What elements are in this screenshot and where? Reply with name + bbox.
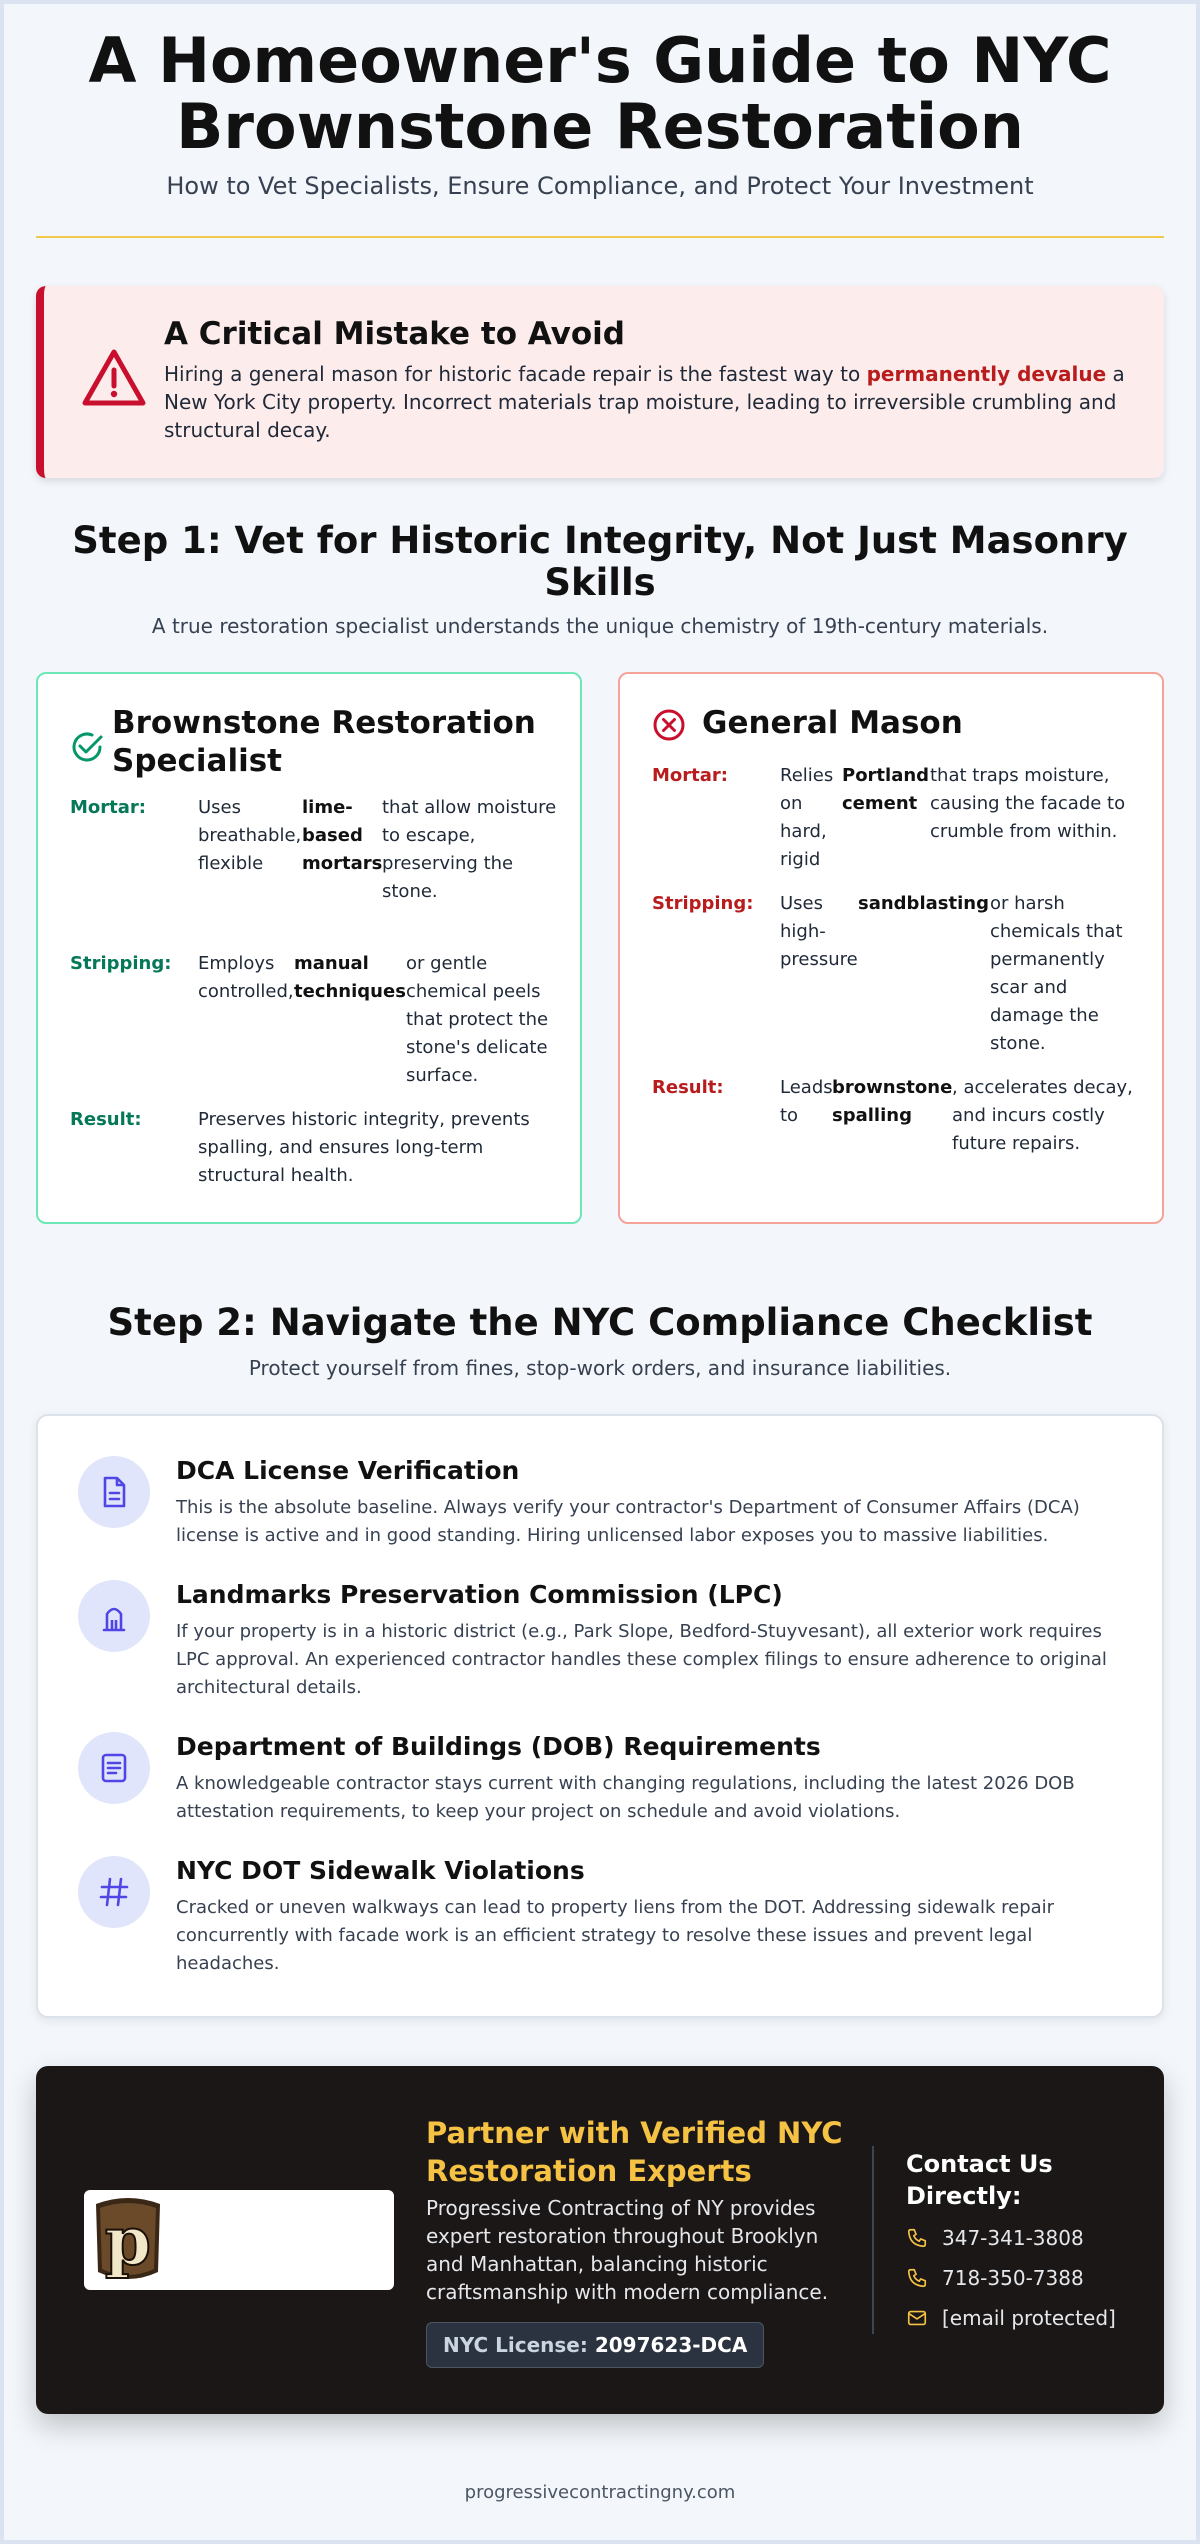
step1-subtitle: A true restoration specialist understands the unique chemistry of 19th-century materials. bbox=[151, 614, 1049, 638]
step2-subtitle: Protect yourself from fines, stop-work orders, and insurance liabilities. bbox=[248, 1356, 952, 1380]
checklist-item-title: Department of Buildings (DOB) Requirements bbox=[176, 1732, 821, 1761]
email-link[interactable]: [email protected] bbox=[906, 2306, 1116, 2330]
warning-title: A Critical Mistake to Avoid bbox=[164, 316, 625, 352]
landmark-icon bbox=[78, 1580, 150, 1652]
contact-banner bbox=[36, 2066, 1164, 2414]
warning-triangle-icon bbox=[82, 348, 146, 408]
warning-text: Hiring a general mason for historic facade repair is the fastest way to permanently devalue a New York City property. Incorrect materials trap moisture, leading to irreversible crumbling and structural decay. bbox=[164, 362, 1125, 442]
company-logo bbox=[84, 2190, 394, 2290]
license-badge: NYC License: 2097623-DCA bbox=[426, 2322, 764, 2368]
warning-callout bbox=[36, 286, 1164, 478]
page-title-line1: A Homeowner's Guide to NYC bbox=[88, 24, 1112, 97]
checklist-item-title: Landmarks Preservation Commission (LPC) bbox=[176, 1580, 783, 1609]
cta-divider bbox=[872, 2146, 874, 2334]
phone-icon bbox=[906, 2267, 928, 2289]
page-subtitle: How to Vet Specialists, Ensure Compliance, and Protect Your Investment bbox=[166, 172, 1034, 200]
warning-emphasis: permanently devalue bbox=[866, 362, 1107, 386]
svg-text:p: p bbox=[104, 2202, 152, 2280]
specialist-mortar-row: Mortar: Uses breathable, flexible lime-based mortars that allow moisture to escape, preserving the stone. bbox=[70, 797, 557, 902]
specialist-result-row: Result: Preserves historic integrity, prevents spalling, and ensures long-term structural health. bbox=[70, 1109, 530, 1186]
checklist-item-text: A knowledgeable contractor stays current with changing regulations, including the latest 2026 DOB attestation requirements, to keep your project on schedule and avoid violations. bbox=[176, 1773, 1075, 1822]
checklist-item-title: DCA License Verification bbox=[176, 1456, 520, 1485]
check-circle-icon bbox=[70, 730, 104, 764]
checklist-item-text: This is the absolute baseline. Always verify your contractor's Department of Consumer Affairs (DCA) license is active and in good standing. Hiring unlicensed labor exposes you to massive liabilities. bbox=[176, 1497, 1080, 1546]
hash-icon bbox=[78, 1856, 150, 1928]
step1-title: Step 1: Vet for Historic Integrity, Not Just Masonry Skills bbox=[72, 519, 1128, 604]
document-icon bbox=[78, 1456, 150, 1528]
cta-text: Progressive Contracting of NY provides expert restoration throughout Brooklyn and Manhattan, balancing historic craftsmanship with modern compliance. bbox=[426, 2196, 829, 2304]
x-circle-icon bbox=[652, 708, 686, 742]
header-divider bbox=[36, 236, 1164, 238]
contact-title: Contact Us Directly: bbox=[906, 2150, 1053, 2210]
page-title bbox=[36, 24, 1164, 163]
website-url[interactable]: progressivecontractingny.com bbox=[464, 2482, 736, 2503]
list-icon bbox=[78, 1732, 150, 1804]
mason-stripping-row: Stripping: Uses high-pressure sandblasting or harsh chemicals that permanently scar and damage the stone. bbox=[652, 893, 1123, 1054]
specialist-title: Brownstone Restoration Specialist bbox=[112, 705, 536, 779]
mail-icon bbox=[906, 2307, 928, 2329]
mason-result-row: Result: Leads to brownstone spalling , accelerates decay, and incurs costly future repairs. bbox=[652, 1077, 1133, 1154]
page-title-line2: Brownstone Restoration bbox=[176, 90, 1024, 163]
phone-link-2[interactable]: 718-350-7388 bbox=[906, 2266, 1084, 2290]
step2-title: Step 2: Navigate the NYC Compliance Checklist bbox=[107, 1301, 1093, 1344]
logo-emblem-icon bbox=[88, 2194, 168, 2286]
checklist-item-text: Cracked or uneven walkways can lead to property liens from the DOT. Addressing sidewalk repair concurrently with facade work is an efficient strategy to resolve these issues and prevent legal headaches. bbox=[176, 1897, 1055, 1974]
phone-link-1[interactable]: 347-341-3808 bbox=[906, 2226, 1084, 2250]
general-mason-title: General Mason bbox=[702, 705, 963, 741]
mason-mortar-row: Mortar: Relies on hard, rigid Portland cement that traps moisture, causing the facade to crumble from within. bbox=[652, 765, 1126, 870]
cta-title: Partner with Verified NYC Restoration Experts bbox=[426, 2116, 843, 2188]
checklist-item-text: If your property is in a historic district (e.g., Park Slope, Bedford-Stuyvesant), all exterior work requires LPC approval. An experienced contractor handles these complex filings to ensure adherence to original architectural details. bbox=[176, 1621, 1107, 1698]
phone-icon bbox=[906, 2227, 928, 2249]
checklist-item-title: NYC DOT Sidewalk Violations bbox=[176, 1856, 585, 1885]
specialist-stripping-row: Stripping: Employs controlled, manual techniques or gentle chemical peels that protect the stone's delicate surface. bbox=[70, 953, 549, 1086]
specialist-card bbox=[36, 672, 582, 1224]
general-mason-card bbox=[618, 672, 1164, 1224]
compliance-checklist bbox=[36, 1414, 1164, 2018]
